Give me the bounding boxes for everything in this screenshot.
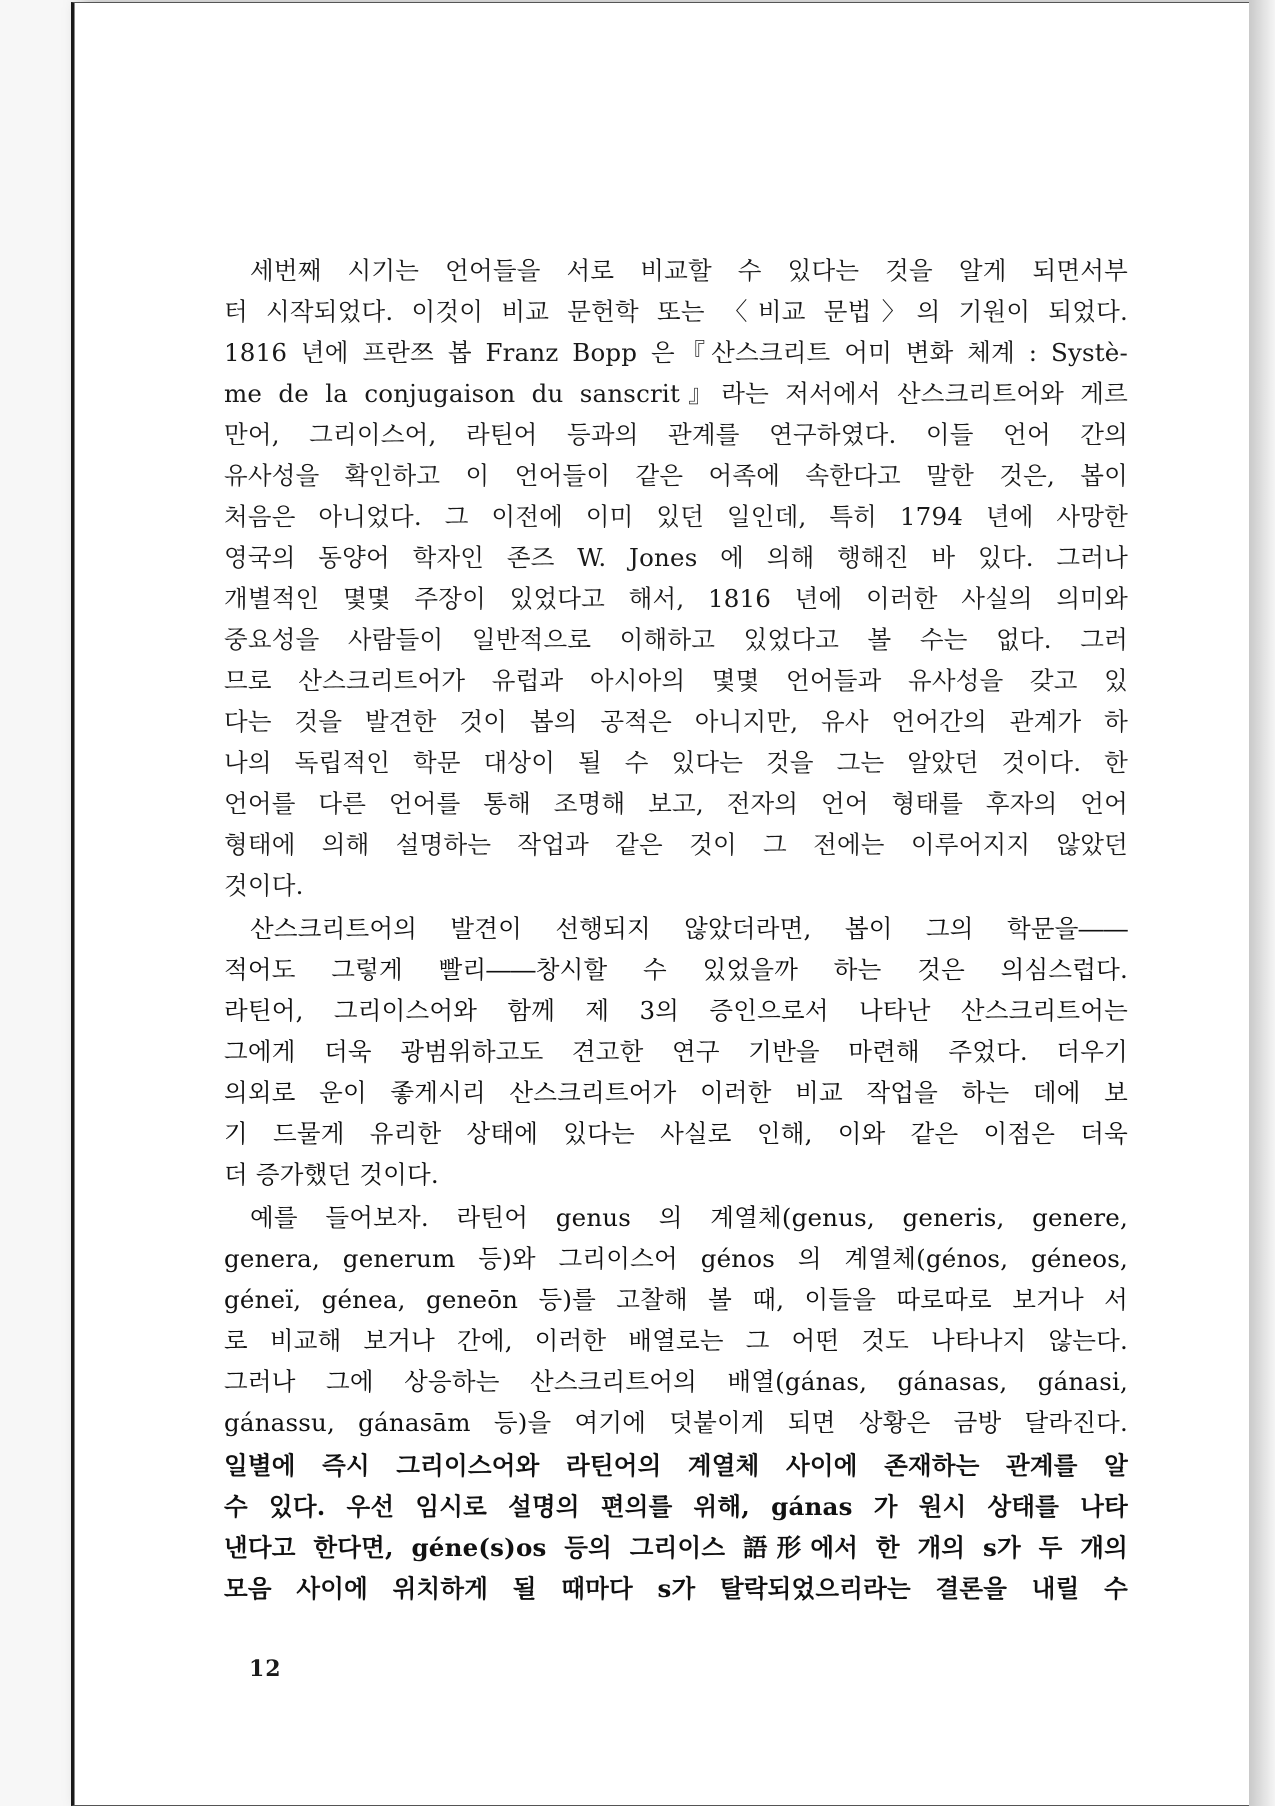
paragraph-4 [224, 1445, 1128, 1609]
page-body-text [224, 250, 1128, 1611]
text-line: 그에게 더욱 광범위하고도 견고한 연구 기반을 마련해 주었다. 더우기 [224, 1037, 1128, 1066]
text-line: 로 비교해 보거나 간에, 이러한 배열로는 그 어떤 것도 나타나지 않는다. [224, 1326, 1128, 1355]
text-line: 유사성을 확인하고 이 언어들이 같은 어족에 속한다고 말한 것은, 봅이 [224, 461, 1128, 490]
text-line: 개별적인 몇몇 주장이 있었다고 해서, 1816 년에 이러한 사실의 의미와 [224, 584, 1128, 613]
paragraph-1 [224, 250, 1128, 906]
text-line: 적어도 그렇게 빨리――창시할 수 있었을까 하는 것은 의심스럽다. [224, 955, 1128, 984]
text-line: 1816 년에 프란쯔 봅 Franz Bopp 은『산스크리트 어미 변화 체계 : Systè- [224, 338, 1128, 367]
page-number: 12 [249, 1656, 282, 1682]
text-line: 수 있다. 우선 임시로 설명의 편의를 위해, gánas 가 원시 상태를 나타 [224, 1492, 1128, 1521]
page-edge-shadow [1249, 0, 1275, 1806]
text-line: 일별에 즉시 그리이스어와 라틴어의 계열체 사이에 존재하는 관계를 알 [224, 1451, 1128, 1480]
text-line: me de la conjugaison du sanscrit』라는 저서에서 산스크리트어와 게르 [224, 379, 1128, 408]
text-line: 그러나 그에 상응하는 산스크리트어의 배열(gánas, gánasas, gánasi, [224, 1367, 1128, 1396]
text-line: 것이다. [224, 871, 304, 900]
text-line: 터 시작되었다. 이것이 비교 문헌학 또는 〈비교 문법〉의 기원이 되었다. [224, 297, 1128, 326]
text-line: 의외로 운이 좋게시리 산스크리트어가 이러한 비교 작업을 하는 데에 보 [224, 1078, 1128, 1107]
text-line: 기 드물게 유리한 상태에 있다는 사실로 인해, 이와 같은 이점은 더욱 [224, 1119, 1128, 1148]
text-line: 낸다고 한다면, géne(s)os 등의 그리이스 語形에서 한 개의 s가 두 개의 [224, 1533, 1128, 1562]
text-line: 다는 것을 발견한 것이 봅의 공적은 아니지만, 유사 언어간의 관계가 하 [224, 707, 1128, 736]
text-line: 처음은 아니었다. 그 이전에 이미 있던 일인데, 특히 1794 년에 사망한 [224, 502, 1128, 531]
text-line: 모음 사이에 위치하게 될 때마다 s가 탈락되었으리라는 결론을 내릴 수 [224, 1574, 1128, 1603]
text-line: 예를 들어보자. 라틴어 genus 의 계열체(genus, generis, genere, [250, 1203, 1128, 1232]
paragraph-3 [224, 1197, 1128, 1443]
text-line: 중요성을 사람들이 일반적으로 이해하고 있었다고 볼 수는 없다. 그러 [224, 625, 1128, 654]
text-line: 영국의 동양어 학자인 존즈 W. Jones 에 의해 행해진 바 있다. 그러나 [224, 543, 1128, 572]
text-line: 형태에 의해 설명하는 작업과 같은 것이 그 전에는 이루어지지 않았던 [224, 830, 1128, 859]
text-line: 언어를 다른 언어를 통해 조명해 보고, 전자의 언어 형태를 후자의 언어 [224, 789, 1128, 818]
text-line: 만어, 그리이스어, 라틴어 등과의 관계를 연구하였다. 이들 언어 간의 [224, 420, 1128, 449]
paragraph-2 [224, 908, 1128, 1195]
text-line: gánassu, gánasām 등)을 여기에 덧붙이게 되면 상황은 금방 달라진다. [224, 1408, 1128, 1437]
text-line: 나의 독립적인 학문 대상이 될 수 있다는 것을 그는 알았던 것이다. 한 [224, 748, 1128, 777]
text-line: 산스크리트어의 발견이 선행되지 않았더라면, 봅이 그의 학문을―― [250, 914, 1128, 943]
text-line: 라틴어, 그리이스어와 함께 제 3의 증인으로서 나타난 산스크리트어는 [224, 996, 1128, 1025]
text-line: 더 증가했던 것이다. [224, 1160, 439, 1189]
text-line: 세번째 시기는 언어들을 서로 비교할 수 있다는 것을 알게 되면서부 [250, 256, 1128, 285]
text-line: 므로 산스크리트어가 유럽과 아시아의 몇몇 언어들과 유사성을 갖고 있 [224, 666, 1128, 695]
text-line: géneï, génea, geneōn 등)를 고찰해 볼 때, 이들을 따로따로 보거나 서 [224, 1285, 1128, 1314]
text-line: genera, generum 등)와 그리이스어 génos 의 계열체(génos, géneos, [224, 1244, 1128, 1273]
